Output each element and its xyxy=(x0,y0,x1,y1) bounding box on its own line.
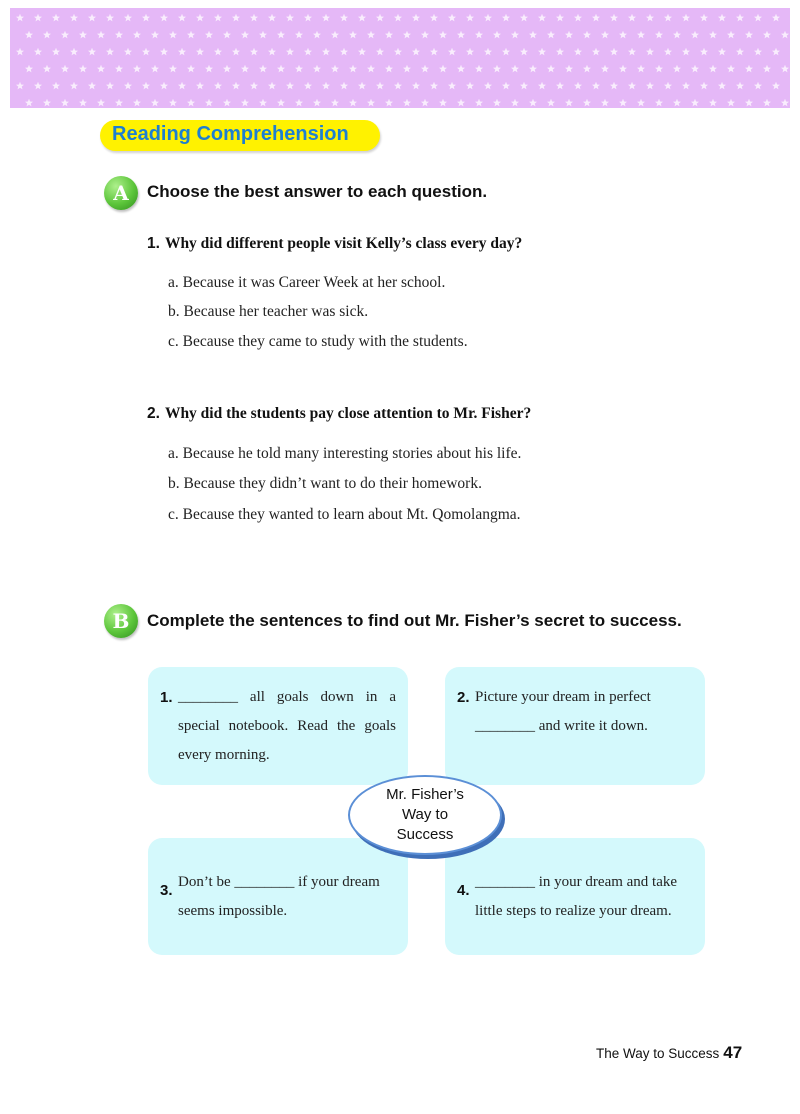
banner-star xyxy=(205,99,213,107)
banner-star xyxy=(529,99,537,107)
banner-star xyxy=(655,65,663,73)
banner-star xyxy=(304,48,312,56)
banner-star xyxy=(529,31,537,39)
banner-star xyxy=(385,65,393,73)
banner-star xyxy=(394,48,402,56)
banner-star xyxy=(358,48,366,56)
banner-star xyxy=(34,14,42,22)
banner-star xyxy=(259,99,267,107)
banner-star xyxy=(295,65,303,73)
banner-star xyxy=(484,48,492,56)
banner-star xyxy=(178,48,186,56)
banner-star xyxy=(448,82,456,90)
banner-star xyxy=(133,31,141,39)
banner-star xyxy=(70,82,78,90)
banner-star xyxy=(466,48,474,56)
banner-star xyxy=(214,14,222,22)
banner-star xyxy=(259,31,267,39)
banner-star xyxy=(601,99,609,107)
banner-star xyxy=(16,14,24,22)
banner-star xyxy=(313,99,321,107)
banner-star xyxy=(619,99,627,107)
banner-star xyxy=(295,31,303,39)
banner-star xyxy=(295,99,303,107)
banner-star xyxy=(511,31,519,39)
banner-star xyxy=(223,65,231,73)
banner-star xyxy=(727,99,735,107)
banner-star xyxy=(61,99,69,107)
banner-star xyxy=(772,14,780,22)
banner-star xyxy=(502,48,510,56)
banner-star xyxy=(421,65,429,73)
card-2-text[interactable]: Picture your dream in perfect ________ and write it down. xyxy=(475,689,651,734)
banner-star xyxy=(268,82,276,90)
banner-star xyxy=(475,65,483,73)
banner-star xyxy=(736,48,744,56)
question-1-option-a[interactable]: a. Because it was Career Week at her school. xyxy=(168,274,446,291)
banner-star xyxy=(664,14,672,22)
banner-star xyxy=(349,99,357,107)
banner-star xyxy=(403,99,411,107)
banner-star xyxy=(97,65,105,73)
banner-star xyxy=(187,99,195,107)
banner-star xyxy=(286,14,294,22)
banner-star xyxy=(781,65,789,73)
banner-star xyxy=(88,82,96,90)
banner-star xyxy=(727,65,735,73)
banner-star xyxy=(268,48,276,56)
banner-star xyxy=(52,82,60,90)
section-label: Reading Comprehension xyxy=(112,123,349,145)
banner-star xyxy=(466,82,474,90)
banner-star xyxy=(664,48,672,56)
banner-star xyxy=(232,82,240,90)
card-3-text[interactable]: Don’t be ________ if your dream seems impossible. xyxy=(178,874,380,919)
banner-star xyxy=(682,14,690,22)
banner-star xyxy=(691,65,699,73)
banner-star xyxy=(646,82,654,90)
banner-star xyxy=(349,31,357,39)
banner-star xyxy=(277,99,285,107)
banner-star xyxy=(709,65,717,73)
part-a-title: Choose the best answer to each question. xyxy=(147,182,488,201)
banner-star xyxy=(718,82,726,90)
banner-star xyxy=(367,65,375,73)
card-4-number: 4. xyxy=(457,882,470,899)
banner-star xyxy=(619,31,627,39)
banner-star xyxy=(484,82,492,90)
banner-star xyxy=(484,14,492,22)
sentence-card-4 xyxy=(445,838,705,955)
banner-star xyxy=(403,31,411,39)
banner-star xyxy=(619,65,627,73)
banner-star xyxy=(115,65,123,73)
banner-star xyxy=(25,31,33,39)
banner-star xyxy=(745,99,753,107)
banner-star xyxy=(232,14,240,22)
banner-star xyxy=(682,48,690,56)
banner-star xyxy=(205,31,213,39)
banner-star xyxy=(430,82,438,90)
question-2-option-b[interactable]: b. Because they didn’t want to do their homework. xyxy=(168,475,482,492)
banner-star xyxy=(556,14,564,22)
banner-star xyxy=(106,82,114,90)
banner-star xyxy=(241,99,249,107)
banner-star xyxy=(475,99,483,107)
banner-star xyxy=(16,82,24,90)
banner-star xyxy=(331,65,339,73)
banner-star xyxy=(133,99,141,107)
banner-star xyxy=(178,14,186,22)
banner-star xyxy=(196,82,204,90)
banner-star xyxy=(187,31,195,39)
banner-star xyxy=(655,99,663,107)
banner-star xyxy=(763,31,771,39)
banner-star xyxy=(745,65,753,73)
banner-star xyxy=(70,48,78,56)
banner-star xyxy=(259,65,267,73)
banner-star xyxy=(529,65,537,73)
banner-star xyxy=(124,82,132,90)
sentence-card-1 xyxy=(148,667,408,785)
banner-star xyxy=(268,14,276,22)
banner-star xyxy=(70,14,78,22)
banner-star xyxy=(331,99,339,107)
question-1-option-c[interactable]: c. Because they came to study with the students. xyxy=(168,333,468,350)
banner-star xyxy=(421,99,429,107)
banner-star xyxy=(367,31,375,39)
banner-star xyxy=(79,31,87,39)
banner-star xyxy=(754,14,762,22)
banner-star xyxy=(43,65,51,73)
section-label-pill xyxy=(100,120,380,151)
banner-star xyxy=(241,31,249,39)
part-b-title: Complete the sentences to find out Mr. Fisher’s secret to success. xyxy=(147,611,682,630)
banner-star xyxy=(151,99,159,107)
banner-star xyxy=(610,48,618,56)
banner-star xyxy=(277,65,285,73)
banner-star xyxy=(457,31,465,39)
banner-star xyxy=(97,99,105,107)
banner-star xyxy=(664,82,672,90)
banner-star xyxy=(430,14,438,22)
card-4-text[interactable]: ________ in your dream and take little steps to realize your dream. xyxy=(475,874,678,919)
banner-star xyxy=(538,82,546,90)
banner-star xyxy=(601,65,609,73)
banner-star xyxy=(700,48,708,56)
question-1-text: Why did different people visit Kelly’s class every day? xyxy=(164,235,523,252)
banner-star xyxy=(412,82,420,90)
banner-star xyxy=(628,82,636,90)
page-number: 47 xyxy=(723,1043,743,1062)
banner-star xyxy=(169,99,177,107)
banner-star xyxy=(250,14,258,22)
banner-star xyxy=(448,14,456,22)
banner-star xyxy=(583,65,591,73)
banner-star xyxy=(493,65,501,73)
banner-star xyxy=(25,65,33,73)
banner-star xyxy=(718,14,726,22)
banner-star xyxy=(457,99,465,107)
banner-star xyxy=(43,31,51,39)
banner-star xyxy=(196,48,204,56)
banner-star xyxy=(511,99,519,107)
banner-star xyxy=(565,99,573,107)
banner-star xyxy=(601,31,609,39)
banner-star xyxy=(439,65,447,73)
banner-star xyxy=(376,82,384,90)
banner-star xyxy=(637,99,645,107)
sentence-card-2 xyxy=(445,667,705,785)
banner-star xyxy=(142,14,150,22)
banner-star xyxy=(106,14,114,22)
banner-star xyxy=(592,82,600,90)
banner-star xyxy=(439,31,447,39)
banner-star xyxy=(736,14,744,22)
banner-star xyxy=(304,82,312,90)
banner-star xyxy=(772,82,780,90)
banner-star xyxy=(628,14,636,22)
banner-star xyxy=(124,14,132,22)
card-2-number: 2. xyxy=(457,689,470,706)
banner-star xyxy=(772,48,780,56)
banner-star xyxy=(394,14,402,22)
question-2-option-c[interactable]: c. Because they wanted to learn about Mt. Qomolangma. xyxy=(168,506,521,523)
banner-star xyxy=(205,65,213,73)
banner-star xyxy=(691,99,699,107)
banner-star xyxy=(322,82,330,90)
banner-star xyxy=(43,99,51,107)
part-b-badge: B xyxy=(104,604,138,638)
banner-star xyxy=(88,14,96,22)
banner-star xyxy=(502,14,510,22)
banner-star xyxy=(412,48,420,56)
banner-star xyxy=(574,82,582,90)
banner-star xyxy=(376,14,384,22)
banner-star xyxy=(610,14,618,22)
banner-star xyxy=(628,48,636,56)
banner-star xyxy=(412,14,420,22)
banner-star xyxy=(187,65,195,73)
banner-star xyxy=(241,65,249,73)
banner-star xyxy=(520,48,528,56)
banner-star xyxy=(592,14,600,22)
banner-star xyxy=(151,31,159,39)
banner-star xyxy=(565,65,573,73)
banner-star xyxy=(556,48,564,56)
card-1-number: 1. xyxy=(160,689,173,706)
question-2-text: Why did the students pay close attention to Mr. Fisher? xyxy=(164,405,532,422)
part-a-badge: A xyxy=(104,176,138,210)
question-1 xyxy=(147,235,522,253)
banner-star xyxy=(250,48,258,56)
banner-star xyxy=(151,65,159,73)
banner-star xyxy=(673,31,681,39)
banner-star xyxy=(367,99,375,107)
banner-star xyxy=(547,31,555,39)
banner-star xyxy=(322,48,330,56)
banner-star xyxy=(232,48,240,56)
banner-star xyxy=(538,14,546,22)
banner-star xyxy=(97,31,105,39)
banner-star xyxy=(223,31,231,39)
banner-star xyxy=(277,31,285,39)
banner-star xyxy=(322,14,330,22)
banner-star xyxy=(160,82,168,90)
banner-star xyxy=(457,65,465,73)
banner-star xyxy=(340,14,348,22)
banner-star xyxy=(439,99,447,107)
banner-star xyxy=(331,31,339,39)
banner-star xyxy=(700,82,708,90)
banner-star xyxy=(745,31,753,39)
banner-star xyxy=(583,31,591,39)
banner-star xyxy=(511,65,519,73)
banner-star xyxy=(34,48,42,56)
banner-star xyxy=(52,48,60,56)
banner-star xyxy=(358,82,366,90)
banner-star xyxy=(700,14,708,22)
banner-star xyxy=(583,99,591,107)
banner-star xyxy=(475,31,483,39)
banner-star xyxy=(358,14,366,22)
banner-star xyxy=(178,82,186,90)
banner-star xyxy=(565,31,573,39)
banner-star xyxy=(655,31,663,39)
banner-star xyxy=(286,48,294,56)
banner-star xyxy=(142,82,150,90)
banner-star xyxy=(763,65,771,73)
question-2-option-a[interactable]: a. Because he told many interesting stories about his life. xyxy=(168,445,522,462)
banner-star xyxy=(403,65,411,73)
banner-star xyxy=(223,99,231,107)
banner-star xyxy=(574,48,582,56)
banner-star xyxy=(538,48,546,56)
banner-star xyxy=(709,31,717,39)
banner-star xyxy=(754,48,762,56)
question-2-number: 2. xyxy=(147,405,160,422)
center-bubble xyxy=(348,775,502,855)
card-1-text[interactable]: ________ all goals down in a special notebook. Read the goals every morning. xyxy=(178,689,396,763)
banner-star xyxy=(79,99,87,107)
banner-star xyxy=(763,99,771,107)
banner-star xyxy=(781,31,789,39)
banner-star xyxy=(106,48,114,56)
banner-star xyxy=(646,48,654,56)
banner-star xyxy=(673,65,681,73)
banner-star xyxy=(547,99,555,107)
banner-star xyxy=(574,14,582,22)
card-3-number: 3. xyxy=(160,882,173,899)
banner-star xyxy=(520,14,528,22)
banner-star xyxy=(133,65,141,73)
banner-star xyxy=(466,14,474,22)
banner-star xyxy=(421,31,429,39)
banner-star xyxy=(61,65,69,73)
banner-star xyxy=(385,31,393,39)
banner-star xyxy=(250,82,258,90)
banner-star xyxy=(313,31,321,39)
banner-star xyxy=(385,99,393,107)
banner-star xyxy=(169,65,177,73)
banner-star xyxy=(673,99,681,107)
banner-star xyxy=(286,82,294,90)
banner-star xyxy=(34,82,42,90)
banner-star xyxy=(736,82,744,90)
banner-star xyxy=(52,14,60,22)
banner-star xyxy=(592,48,600,56)
banner-star xyxy=(637,31,645,39)
banner-star xyxy=(115,99,123,107)
banner-star xyxy=(394,82,402,90)
banner-star xyxy=(682,82,690,90)
banner-star xyxy=(124,48,132,56)
banner-star xyxy=(547,65,555,73)
banner-star xyxy=(610,82,618,90)
banner-star xyxy=(214,48,222,56)
banner-star xyxy=(313,65,321,73)
banner-star xyxy=(376,48,384,56)
banner-star xyxy=(691,31,699,39)
banner-star xyxy=(304,14,312,22)
banner-star xyxy=(502,82,510,90)
banner-star xyxy=(556,82,564,90)
banner-star xyxy=(142,48,150,56)
banner-star xyxy=(88,48,96,56)
banner-star xyxy=(214,82,222,90)
banner-star xyxy=(61,31,69,39)
center-bubble-label: Mr. Fisher’s Way to Success xyxy=(386,786,464,843)
banner-star xyxy=(727,31,735,39)
banner-star xyxy=(349,65,357,73)
banner-star xyxy=(493,31,501,39)
banner-star xyxy=(340,48,348,56)
banner-star xyxy=(79,65,87,73)
banner-star xyxy=(709,99,717,107)
question-1-number: 1. xyxy=(147,235,160,252)
banner-star xyxy=(448,48,456,56)
banner-star xyxy=(160,48,168,56)
banner-star xyxy=(493,99,501,107)
banner-star xyxy=(754,82,762,90)
banner-star xyxy=(16,48,24,56)
banner-star xyxy=(430,48,438,56)
footer-unit-title: The Way to Success xyxy=(596,1046,720,1061)
banner-star xyxy=(637,65,645,73)
banner-star xyxy=(718,48,726,56)
question-1-option-b[interactable]: b. Because her teacher was sick. xyxy=(168,303,369,320)
question-2 xyxy=(147,405,531,423)
star-pattern xyxy=(10,8,790,108)
header-banner xyxy=(10,8,790,108)
sentence-card-3 xyxy=(148,838,408,955)
banner-star xyxy=(169,31,177,39)
banner-star xyxy=(781,99,789,107)
banner-star xyxy=(520,82,528,90)
banner-star xyxy=(340,82,348,90)
banner-star xyxy=(115,31,123,39)
page-footer xyxy=(596,1043,742,1063)
banner-star xyxy=(196,14,204,22)
banner-star xyxy=(646,14,654,22)
banner-star xyxy=(160,14,168,22)
banner-star xyxy=(25,99,33,107)
